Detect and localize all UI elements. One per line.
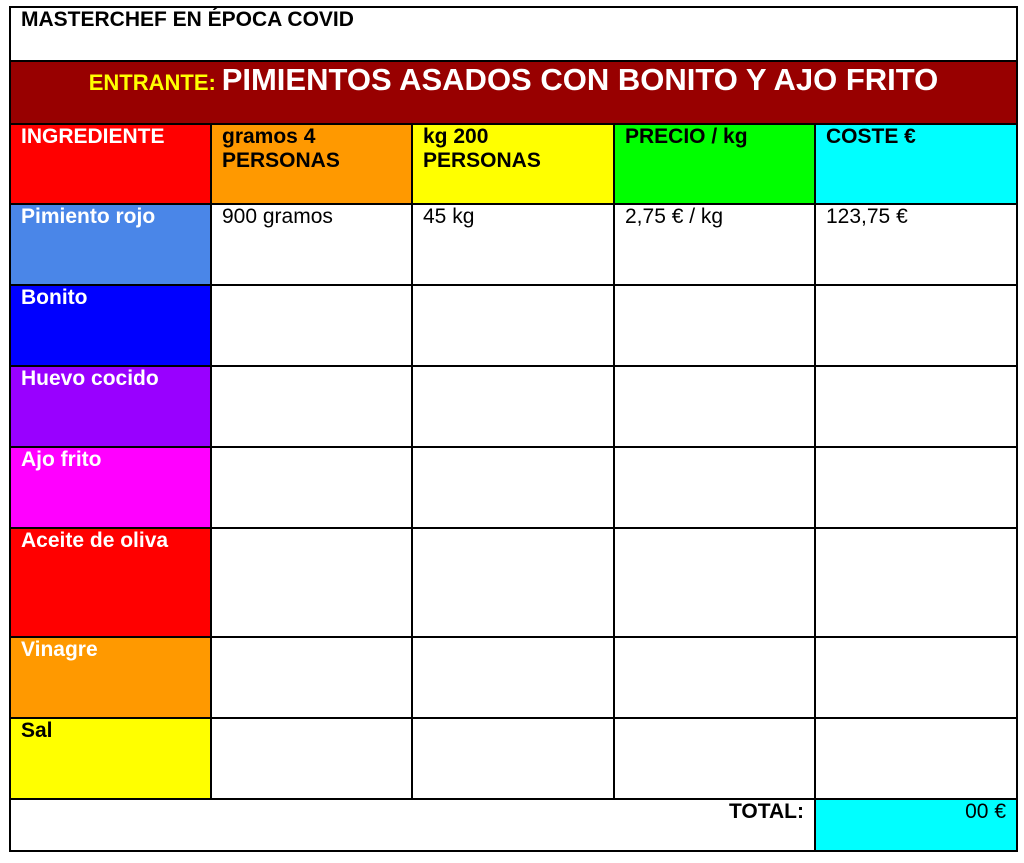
cost-cell[interactable] <box>815 637 1017 718</box>
table-row <box>10 528 1017 637</box>
ingredient-cell[interactable] <box>10 366 211 447</box>
price-cell[interactable] <box>614 285 815 366</box>
grams-cell[interactable] <box>211 718 412 799</box>
ingredient-cell[interactable] <box>10 447 211 528</box>
dish-course-label: ENTRANTE: <box>88 70 216 95</box>
grams-cell[interactable]: 900 gramos <box>211 204 412 285</box>
price-cell[interactable] <box>614 637 815 718</box>
header-kg[interactable] <box>412 124 614 204</box>
total-row <box>10 799 1017 851</box>
kg-cell[interactable] <box>412 637 614 718</box>
header-label: INGREDIENTE <box>21 125 165 148</box>
cost-cell[interactable] <box>815 528 1017 637</box>
header-label: kg 200 PERSONAS <box>423 125 541 172</box>
ingredient-name: Sal <box>21 719 53 742</box>
grams-cell[interactable] <box>211 637 412 718</box>
header-row <box>10 124 1017 204</box>
dish-cell[interactable] <box>10 61 1017 124</box>
cost-cell[interactable] <box>815 285 1017 366</box>
price-cell[interactable] <box>614 718 815 799</box>
cost-cell[interactable] <box>815 718 1017 799</box>
price-cell[interactable] <box>614 366 815 447</box>
ingredient-cell[interactable] <box>10 528 211 637</box>
ingredient-name: Aceite de oliva <box>21 529 169 552</box>
ingredient-cell[interactable] <box>10 285 211 366</box>
table-row <box>10 366 1017 447</box>
table-row <box>10 285 1017 366</box>
header-grams[interactable] <box>211 124 412 204</box>
ingredient-cell[interactable] <box>10 637 211 718</box>
ingredient-name: Bonito <box>21 286 88 309</box>
kg-cell[interactable] <box>412 285 614 366</box>
header-label: COSTE € <box>826 125 916 148</box>
ingredient-cell[interactable] <box>10 718 211 799</box>
dish-name: PIMIENTOS ASADOS CON BONITO Y AJO FRITO <box>221 62 939 97</box>
ingredient-name: Ajo frito <box>21 448 102 471</box>
ingredient-cell[interactable] <box>10 204 211 285</box>
price-cell[interactable] <box>614 528 815 637</box>
title-row <box>10 7 1017 61</box>
kg-cell[interactable] <box>412 366 614 447</box>
ingredient-name: Vinagre <box>21 638 98 661</box>
ingredient-name: Pimiento rojo <box>21 205 156 228</box>
header-ingredient[interactable] <box>10 124 211 204</box>
dish-row <box>10 61 1017 124</box>
table-row <box>10 447 1017 528</box>
header-cost[interactable] <box>815 124 1017 204</box>
table-row <box>10 204 1017 285</box>
header-price[interactable] <box>614 124 815 204</box>
total-value[interactable]: 00 € <box>815 799 1017 851</box>
table-row <box>10 637 1017 718</box>
kg-cell[interactable] <box>412 718 614 799</box>
recipe-cost-table <box>9 6 1018 852</box>
kg-cell[interactable] <box>412 447 614 528</box>
grams-cell[interactable] <box>211 528 412 637</box>
header-label: PRECIO / kg <box>625 125 748 148</box>
grams-cell[interactable] <box>211 447 412 528</box>
price-cell[interactable]: 2,75 € / kg <box>614 204 815 285</box>
table-row <box>10 718 1017 799</box>
cost-cell[interactable] <box>815 447 1017 528</box>
cost-cell[interactable]: 123,75 € <box>815 204 1017 285</box>
cost-cell[interactable] <box>815 366 1017 447</box>
ingredient-name: Huevo cocido <box>21 367 159 390</box>
total-label[interactable]: TOTAL: <box>10 799 815 851</box>
header-label: gramos 4 PERSONAS <box>222 125 340 172</box>
grams-cell[interactable] <box>211 285 412 366</box>
kg-cell[interactable] <box>412 528 614 637</box>
grams-cell[interactable] <box>211 366 412 447</box>
kg-cell[interactable]: 45 kg <box>412 204 614 285</box>
sheet-title[interactable]: MASTERCHEF EN ÉPOCA COVID <box>10 7 1017 61</box>
price-cell[interactable] <box>614 447 815 528</box>
